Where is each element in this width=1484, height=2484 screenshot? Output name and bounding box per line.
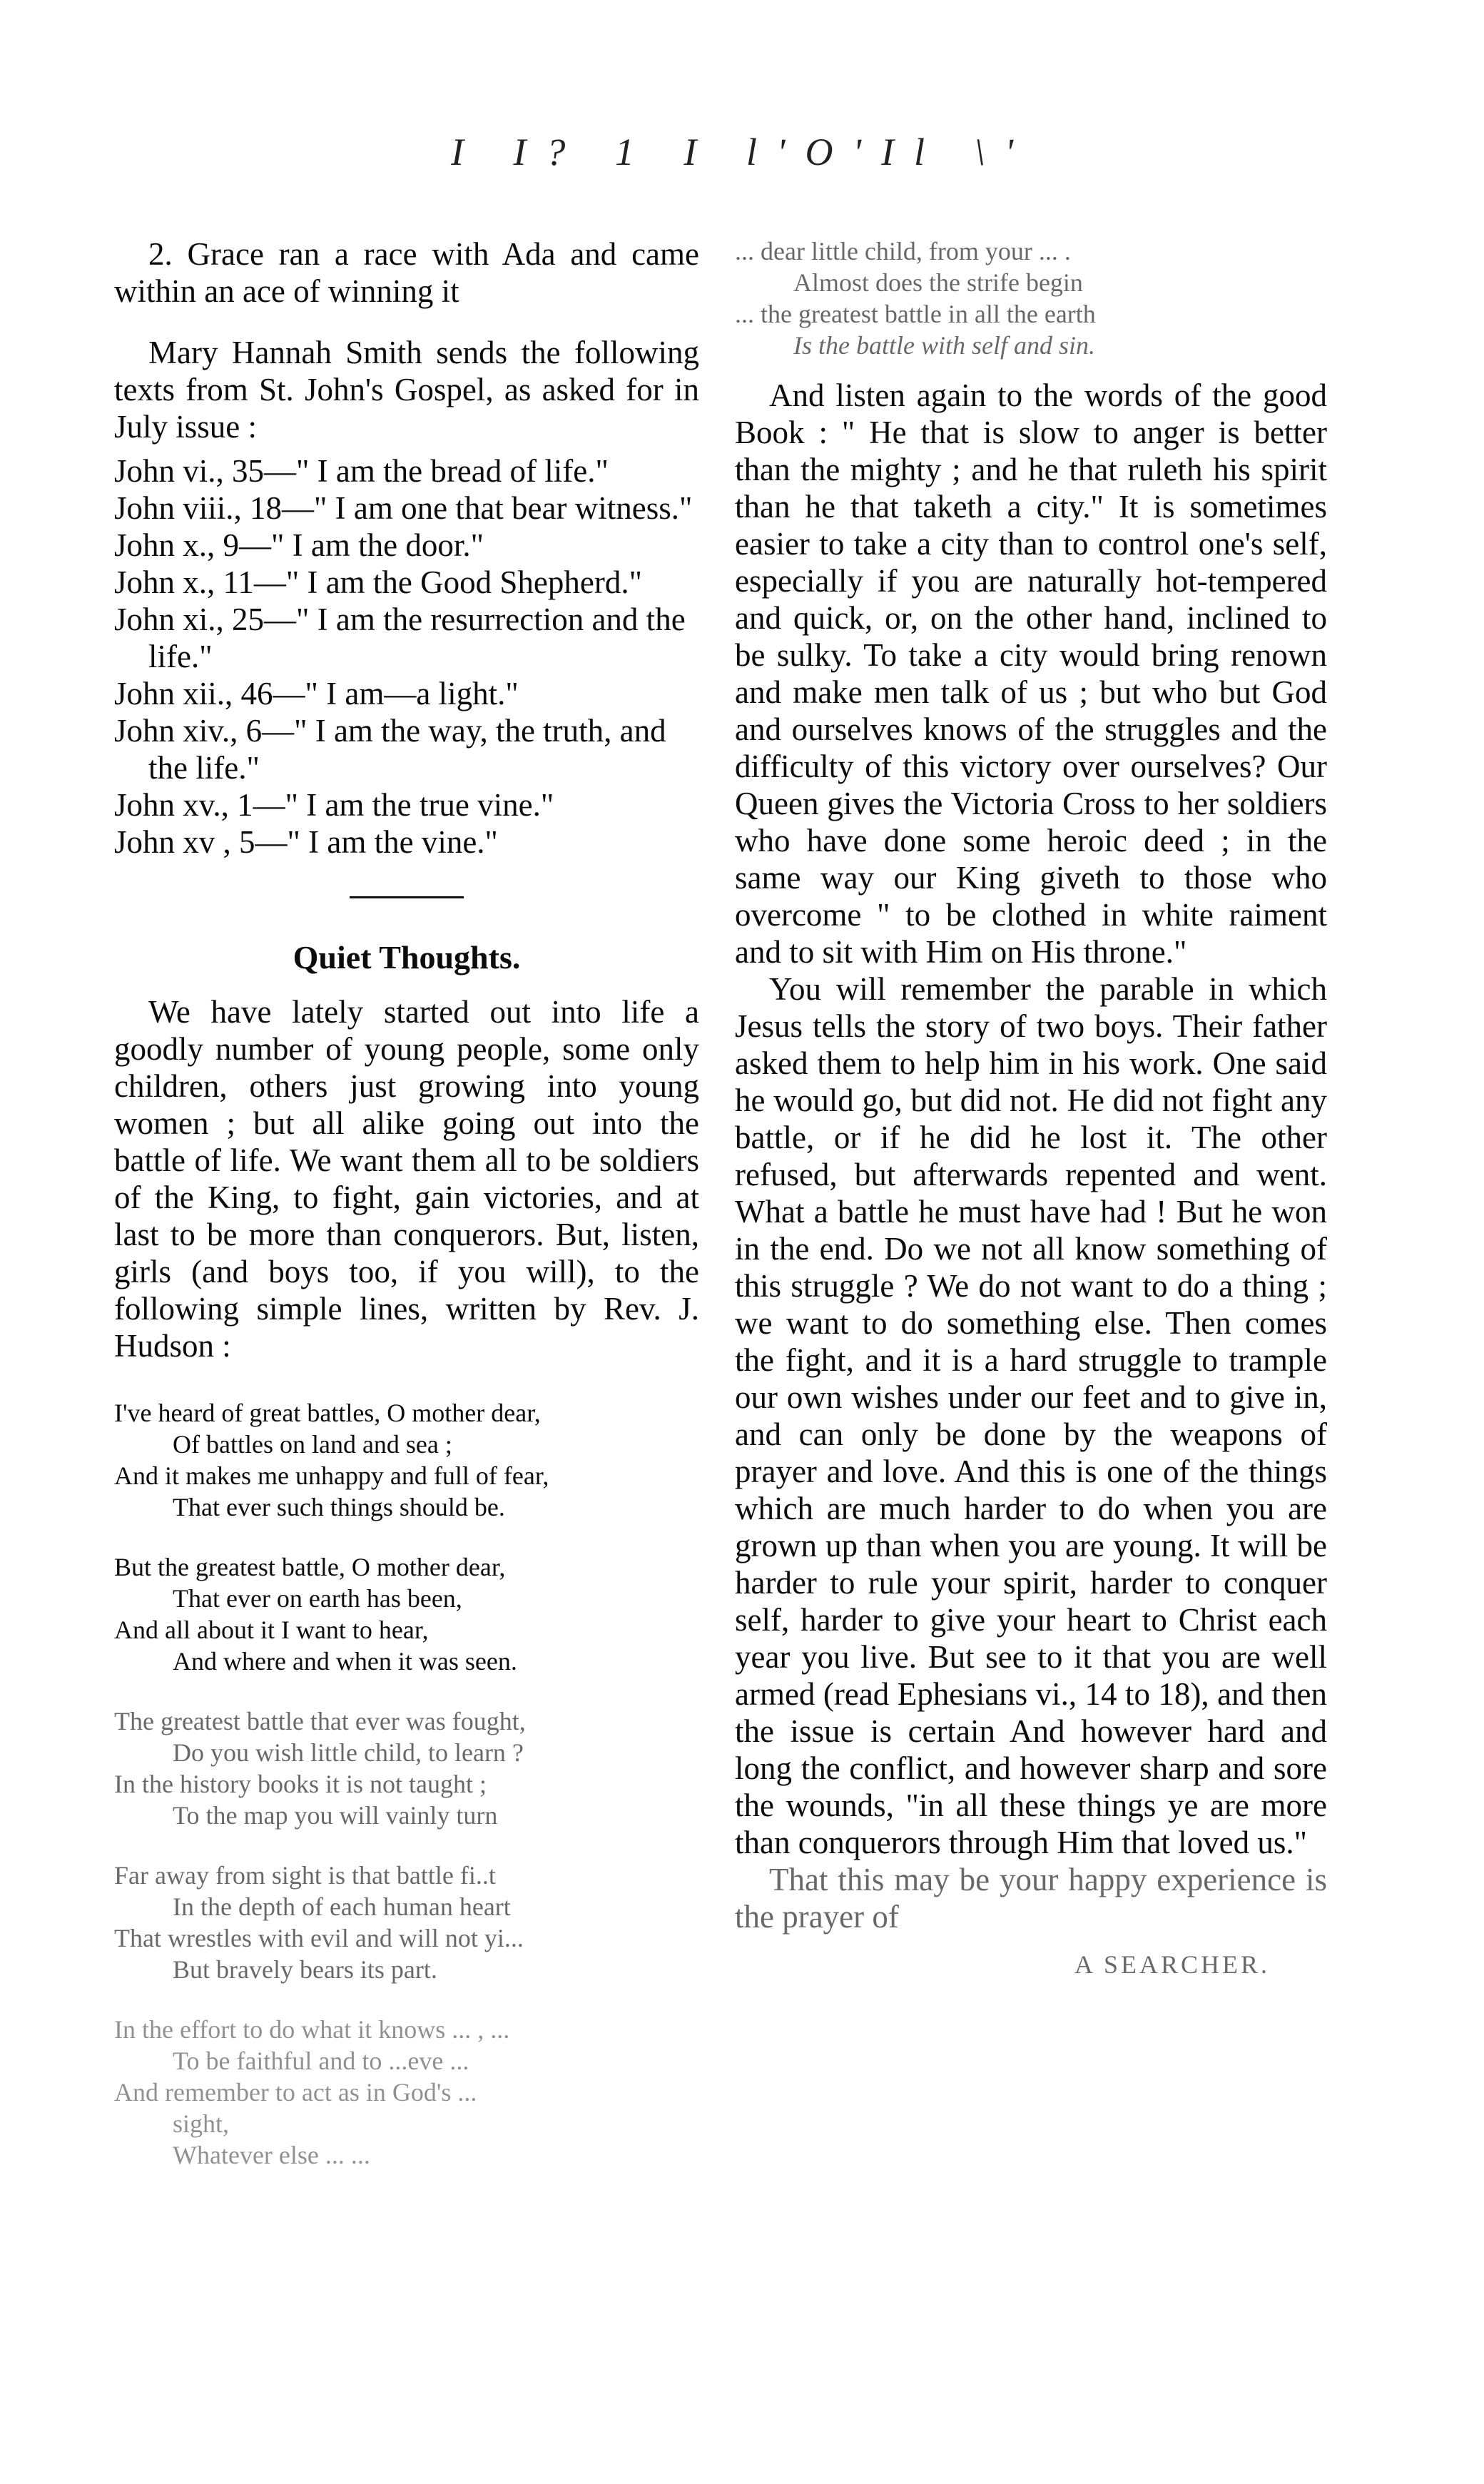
body-paragraph: We have lately started out into life a goodly number of young people, some only children, others just growing into young women ; but all alike going out into the battle of life. We want them all to be soldiers of the King, to fight, gain victories, and at last to be more than conquerors. But, listen, girls (and boys too, if you will), to the following simple lines, written by Rev. J. Hudson : (114, 994, 699, 1364)
poem-line: I've heard of great battles, O mother dear, (114, 1399, 541, 1427)
scripture-text: John xiv., 6—" I am the way, the truth, and the life." (114, 713, 666, 786)
body-paragraph: You will remember the parable in which Jesus tells the story of two boys. Their father asked them to help him in his work. One said he would go, but did not. He did not fight any battle, or if he did he lost it. The other refused, but afterwards repented and went. What a battle he must have had ! But he won in the end. Do we not all know something of this struggle ? We do not want to do a thing ; we want to do something else. Then comes the fight, and it is a hard struggle to trample our own wishes under our feet and to give in, and can only be done by the weapons of prayer and love. And this is one of the things which are much harder to do when you are grown up than when you are young. It will be harder to rule your spirit, harder to conquer self, harder to give your heart to Christ each year you live. But see to it that you are well armed (read Ephesians vi., 14 to 18), and then the issue is certain And however hard and long the conflict, and however sharp and sore the wounds, "in all these things ye are more than conquerors through Him that loved us." (735, 971, 1327, 1860)
poem-line: That ever on earth has been, (173, 1584, 462, 1613)
poem-line: ... dear little child, from your ... . (735, 237, 1071, 265)
poem-line: Do you wish little child, to learn ? (173, 1738, 524, 1767)
poem-stanza (114, 1397, 699, 1523)
poem-line: Whatever else ... ... (173, 2141, 370, 2169)
poem-line: To be faithful and to ...eve ... (173, 2047, 469, 2075)
poem-line: In the depth of each human heart (173, 1892, 511, 1921)
section-heading: Quiet Thoughts. (293, 939, 521, 975)
scripture-text: John xi., 25—" I am the resurrection and the life." (114, 602, 686, 674)
right-column (735, 235, 1327, 1979)
closing-paragraph: That this may be your happy experience is the prayer of (735, 1862, 1327, 1935)
poem-line: In the effort to do what it knows ... , ... (114, 2015, 510, 2044)
scripture-text: John x., 9—" I am the door." (114, 527, 484, 563)
poem-line: sight, (173, 2109, 230, 2138)
poem-stanza (114, 1705, 699, 1831)
poem-line: That ever such things should be. (173, 1493, 505, 1521)
poem-stanza (114, 1860, 699, 1985)
left-column (114, 235, 699, 2171)
scripture-text: John xii., 46—" I am—a light." (114, 676, 519, 711)
running-header: I I? 1 I l'O'Il \' (450, 131, 1034, 173)
body-paragraph: And listen again to the words of the good Book : " He that is slow to anger is better than the mighty ; and he that ruleth his spirit than he that taketh a city." It is sometimes easier to take a city than to control one's self, especially if you are naturally hot-tempered and quick, or, on the other hand, inclined to be sulky. To take a city would bring renown and make men talk of us ; but who but God and ourselves knows of the struggles and the difficulty of this victory over ourselves? Our Queen gives the Victoria Cross to her soldiers who have done some heroic deed ; in the same way our King giveth to those who overcome " to be clothed in white raiment and to sit with Him on His throne." (735, 377, 1327, 970)
poem-line: And where and when it was seen. (173, 1647, 517, 1676)
poem-line: In the history books it is not taught ; (114, 1770, 487, 1798)
signature: A SEARCHER. (1074, 1950, 1270, 1979)
poem-line: Almost does the strife begin (793, 268, 1083, 297)
poem-line: To the map you will vainly turn (173, 1801, 498, 1830)
scripture-text: John xv., 1—" I am the true vine." (114, 787, 554, 823)
poem-line: But the greatest battle, O mother dear, (114, 1553, 506, 1581)
texts-intro: Mary Hannah Smith sends the following texts from St. John's Gospel, as asked for in July issue : (114, 335, 699, 445)
poem-line: And remember to act as in God's ... (114, 2078, 477, 2107)
poem-line: Of battles on land and sea ; (173, 1430, 452, 1459)
poem-line: That wrestles with evil and will not yi... (114, 1924, 524, 1952)
poem-line: And it makes me unhappy and full of fear, (114, 1461, 549, 1490)
poem-line: ... the greatest battle in all the earth (735, 300, 1096, 328)
poem-line: Is the battle with self and sin. (793, 331, 1095, 360)
section-divider (350, 896, 464, 898)
poem-line: The greatest battle that ever was fought, (114, 1707, 526, 1735)
scripture-text: John viii., 18—" I am one that bear witness." (114, 490, 693, 526)
poem-line: Far away from sight is that battle fi..t (114, 1861, 496, 1890)
poem-stanza (114, 2014, 699, 2171)
scripture-text: John x., 11—" I am the Good Shepherd." (114, 564, 642, 600)
poem-line: But bravely bears its part. (173, 1955, 437, 1984)
poem-stanza (114, 1551, 699, 1677)
scripture-text: John vi., 35—" I am the bread of life." (114, 453, 609, 489)
poem-line: And all about it I want to hear, (114, 1616, 429, 1644)
scripture-text: John xv , 5—" I am the vine." (114, 824, 498, 860)
riddle-answer: 2. Grace ran a race with Ada and came within an ace of winning it (114, 236, 699, 309)
poem-stanza (735, 235, 1327, 361)
